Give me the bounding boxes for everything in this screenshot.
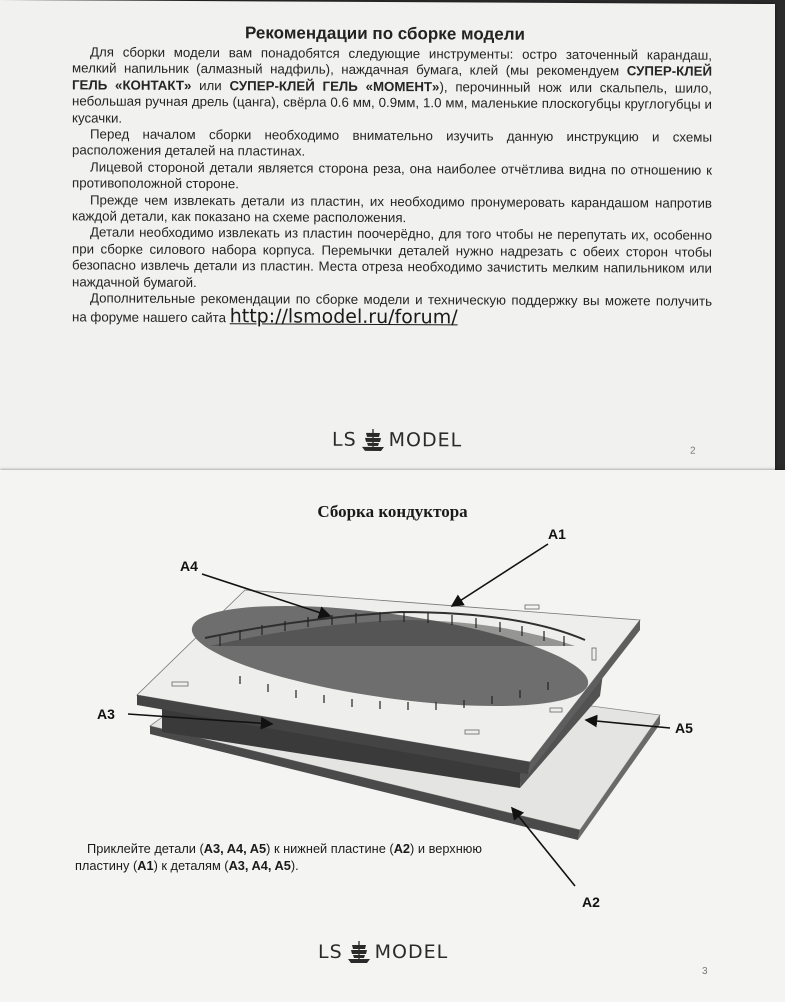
label-a3: A3 bbox=[97, 706, 115, 722]
ls-model-logo: LS MODEL bbox=[318, 941, 449, 963]
page-number: 3 bbox=[702, 966, 708, 977]
page-title: Рекомендации по сборке модели bbox=[245, 23, 526, 44]
assembly-caption: Приклейте детали (A3, A4, A5) к нижней пластине (A2) и верхнюю пластину (A1) к деталям (A3, A4, A5). bbox=[75, 841, 482, 873]
instruction-page-2 bbox=[0, 0, 775, 476]
instruction-page-3 bbox=[0, 470, 785, 1002]
paragraph-study: Перед началом сборки необходимо внимательно изучить данную инструкцию и схемы расположения деталей на пластинах. bbox=[72, 126, 712, 160]
paragraph-extract: Детали необходимо извлекать из пластин поочерёдно, для того чтобы не перепутать их, особенно при сборке силового набора корпуса. Перемычки деталей нужно надрезать с обеих сторон чтобы безопасно извлечь детали из пластин. Места отреза необходимо зачистить мелким напильником или наждачной бумагой. bbox=[72, 224, 712, 290]
paragraph-support: Дополнительные рекомендации по сборке модели и техническую поддержку вы можете получить на форуме нашего сайта http://lsmodel.ru/forum/ bbox=[72, 290, 712, 328]
label-a5: A5 bbox=[675, 720, 693, 736]
section-title: Сборка кондуктора bbox=[317, 502, 468, 521]
ship-logo-icon bbox=[360, 428, 386, 452]
label-a2: A2 bbox=[582, 894, 600, 910]
page-number: 2 bbox=[690, 445, 696, 457]
label-a4: A4 bbox=[180, 558, 198, 574]
label-a1: A1 bbox=[548, 526, 566, 542]
ls-model-logo: LS MODEL bbox=[332, 428, 463, 452]
jig-assembly-diagram bbox=[0, 470, 785, 1002]
ship-logo-icon bbox=[346, 940, 372, 964]
recommendations-text bbox=[72, 44, 712, 328]
forum-link[interactable]: http://lsmodel.ru/forum/ bbox=[229, 304, 458, 328]
paragraph-tools: Для сборки модели вам понадобятся следующие инструменты: остро заточенный карандаш, мелкий напильник (алмазный надфиль), наждачная бумага, клей (мы рекомендуем СУПЕР-КЛЕЙ ГЕЛЬ «КОНТАКТ» или СУПЕР-КЛЕЙ ГЕЛЬ «МОМЕНТ»), перочинный нож или скальпель, шило, небольшая ручная дрель (цанга), свёрла 0.6 мм, 0.9мм, 1.0 мм, маленькие плоскогубцы круглогубцы и кусачки. bbox=[72, 44, 713, 126]
arrow-a1 bbox=[452, 544, 548, 606]
paragraph-face-side: Лицевой стороной детали является сторона реза, она наиболее отчётлива видна по отношению к противоположной стороне. bbox=[72, 159, 712, 192]
paragraph-numbering: Прежде чем извлекать детали из пластин, их необходимо пронумеровать карандашом напротив каждой детали, как показано на схеме расположения. bbox=[72, 192, 712, 226]
